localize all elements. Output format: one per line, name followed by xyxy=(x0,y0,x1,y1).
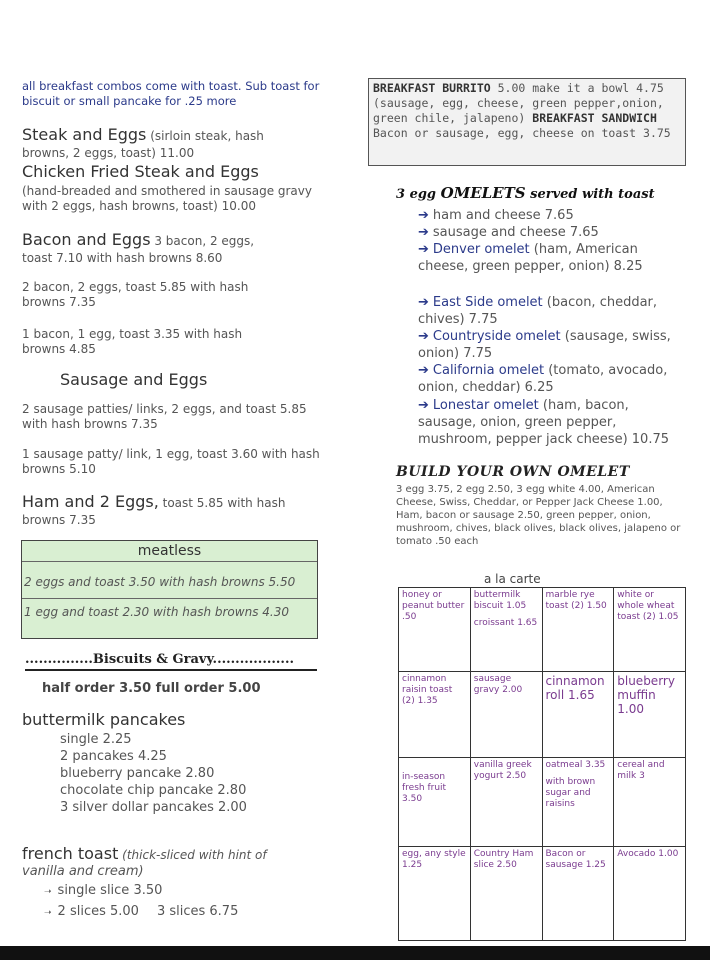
meatless-opt1: 2 eggs and toast 3.50 with hash browns 5.50 xyxy=(22,575,317,599)
grid-cell: cinnamon raisin toast (2) 1.35 xyxy=(399,672,471,758)
grid-cell: marble rye toast (2) 1.50 xyxy=(542,588,614,672)
ft-two: 2 slices 5.00 xyxy=(57,904,139,919)
ham-desc2: browns 7.35 xyxy=(22,513,96,527)
arrow-icon: ➝ xyxy=(44,908,52,918)
pancake-item: chocolate chip pancake 2.80 xyxy=(60,783,247,798)
ft-desc: (thick-sliced with hint of xyxy=(118,848,267,862)
top-bar xyxy=(0,0,710,62)
oatmeal-extra: with brown sugar and raisins xyxy=(545,777,596,810)
croissant: croissant 1.65 xyxy=(473,618,538,628)
pancake-item: single 2.25 xyxy=(60,732,132,747)
steak-title: Steak and Eggs xyxy=(22,125,147,144)
ft-three: 3 slices 6.75 xyxy=(156,904,239,919)
grid-cell: egg, any style 1.25 xyxy=(399,846,471,940)
pancakes-title: buttermilk pancakes xyxy=(22,710,186,729)
grid-row xyxy=(399,588,686,672)
pancake-item: blueberry pancake 2.80 xyxy=(60,766,215,781)
bottom-bar xyxy=(0,946,710,960)
om-post: served with toast xyxy=(525,187,655,202)
ft-multi-row xyxy=(44,904,238,919)
arrow-icon: ➔ xyxy=(418,225,429,240)
omelet-item: ➔ Denver omelet (ham, American cheese, green pepper, onion) 8.25 xyxy=(418,242,643,274)
ft-title: french toast xyxy=(22,844,119,863)
grid-cell: blueberry muffin 1.00 xyxy=(614,672,686,758)
ham-and-eggs xyxy=(22,493,342,512)
burrito-desc: 5.00 make it a bowl 4.75 (sausage, egg, cheese, green pepper,onion, green chile, jalapeno) xyxy=(373,81,664,125)
grid-cell: Country Ham slice 2.50 xyxy=(470,846,542,940)
omelet-item: ➔ Countryside omelet (sausage, swiss, onion) 7.75 xyxy=(418,329,671,361)
grid-cell: cinnamon roll 1.65 xyxy=(542,672,614,758)
meatless-opt2: 1 egg and toast 2.30 with hash browns 4.30 xyxy=(24,605,289,619)
grid-cell: vanilla greek yogurt 2.50 xyxy=(470,758,542,846)
steak-and-eggs xyxy=(22,126,342,145)
sausage-opt2: 1 sausage patty/ link, 1 egg, toast 3.60 with hash browns 5.10 xyxy=(22,447,320,476)
bacon-opt2: 1 bacon, 1 egg, toast 3.35 with hash browns 4.85 xyxy=(22,327,243,356)
sandwich-desc: Bacon or sausage, egg, cheese on toast 3.75 xyxy=(373,126,671,140)
ham-title: Ham and 2 Eggs, xyxy=(22,492,159,511)
burrito-box xyxy=(368,78,686,166)
omelet-item: ➔ ham and cheese 7.65 xyxy=(418,208,574,223)
byo-text: 3 egg 3.75, 2 egg 2.50, 3 egg white 4.00, American Cheese, Swiss, Cheddar, or Pepper Jack Cheese 1.00, Ham, bacon or sausage 2.50, green pepper, onion, mushroom, chives, black olives, black olives, jalapeno or tomato .50 each xyxy=(396,484,681,547)
bacon-and-eggs xyxy=(22,231,342,250)
omelet-item: ➔ sausage and cheese 7.65 xyxy=(418,225,599,240)
sausage-title: Sausage and Eggs xyxy=(60,370,208,389)
grid-row xyxy=(399,672,686,758)
arrow-icon: ➔ xyxy=(418,242,429,257)
bacon-desc2: toast 7.10 with hash browns 8.60 xyxy=(22,251,223,265)
french-toast xyxy=(22,845,342,864)
arrow-icon: ➔ xyxy=(418,329,429,344)
steak-desc2: browns, 2 eggs, toast) 11.00 xyxy=(22,146,195,160)
grid-cell: white or whole wheat toast (2) 1.05 xyxy=(614,588,686,672)
cfs-desc: (hand-breaded and smothered in sausage gravy with 2 eggs, hash browns, toast) 10.00 xyxy=(22,184,312,213)
meatless-box xyxy=(21,540,318,639)
bacon-title: Bacon and Eggs xyxy=(22,230,151,249)
omelet-item: ➔ East Side omelet (bacon, cheddar, chives) 7.75 xyxy=(418,295,658,327)
grid-cell: in-season fresh fruit 3.50 xyxy=(399,758,471,846)
grid-cell: honey or peanut butter .50 xyxy=(399,588,471,672)
ft-desc2: vanilla and cream) xyxy=(22,864,144,879)
arrow-icon: ➔ xyxy=(418,398,429,413)
grid-cell: oatmeal 3.35 with brown sugar and raisins xyxy=(542,758,614,846)
steak-desc: (sirloin steak, hash xyxy=(146,129,264,143)
grid-row xyxy=(399,846,686,940)
biscuits-prices: half order 3.50 full order 5.00 xyxy=(42,681,261,696)
omelet-item: ➔ Lonestar omelet (ham, bacon, sausage, onion, green pepper, mushroom, pepper jack cheese) 10.75 xyxy=(418,398,669,447)
omelet-item: ➔ California omelet (tomato, avocado, onion, cheddar) 6.25 xyxy=(418,363,668,395)
omelets-heading xyxy=(396,184,655,202)
grid-cell: sausage gravy 2.00 xyxy=(470,672,542,758)
grid-cell: Avocado 1.00 xyxy=(614,846,686,940)
sausage-opt1: 2 sausage patties/ links, 2 eggs, and toast 5.85 with hash browns 7.35 xyxy=(22,402,307,431)
cfs-title: Chicken Fried Steak and Eggs xyxy=(22,162,259,181)
arrow-icon: ➔ xyxy=(418,208,429,223)
om-title: OMELETS xyxy=(440,184,526,202)
ft-single-row xyxy=(44,883,162,898)
bacon-opt1: 2 bacon, 2 eggs, toast 5.85 with hash browns 7.35 xyxy=(22,280,249,309)
sandwich-label: BREAKFAST SANDWICH xyxy=(532,111,657,125)
meatless-title: meatless xyxy=(22,541,317,562)
ham-desc: toast 5.85 with hash xyxy=(158,496,286,510)
pancakes-list xyxy=(60,731,247,816)
alacarte-title: a la carte xyxy=(484,572,541,586)
arrow-icon: ➔ xyxy=(418,363,429,378)
grid-cell: buttermilk biscuit 1.05 croissant 1.65 xyxy=(470,588,542,672)
pancake-item: 3 silver dollar pancakes 2.00 xyxy=(60,800,247,815)
ft-single: single slice 3.50 xyxy=(57,883,163,898)
pancake-item: 2 pancakes 4.25 xyxy=(60,749,167,764)
alacarte-grid xyxy=(398,587,686,941)
grid-cell: Bacon or sausage 1.25 xyxy=(542,846,614,940)
burrito-label: BREAKFAST BURRITO xyxy=(373,81,491,95)
grid-row xyxy=(399,758,686,846)
byo-title: BUILD YOUR OWN OMELET xyxy=(396,464,630,480)
arrow-icon: ➝ xyxy=(44,887,52,897)
combo-note: all breakfast combos come with toast. Sub toast for biscuit or small pancake for .25 more xyxy=(22,79,320,108)
bacon-desc: 3 bacon, 2 eggs, xyxy=(150,234,255,248)
arrow-icon: ➔ xyxy=(418,295,429,310)
om-pre: 3 egg xyxy=(396,187,437,202)
grid-cell: cereal and milk 3 xyxy=(614,758,686,846)
biscuits-title: ...............Biscuits & Gravy.................. xyxy=(25,652,317,671)
